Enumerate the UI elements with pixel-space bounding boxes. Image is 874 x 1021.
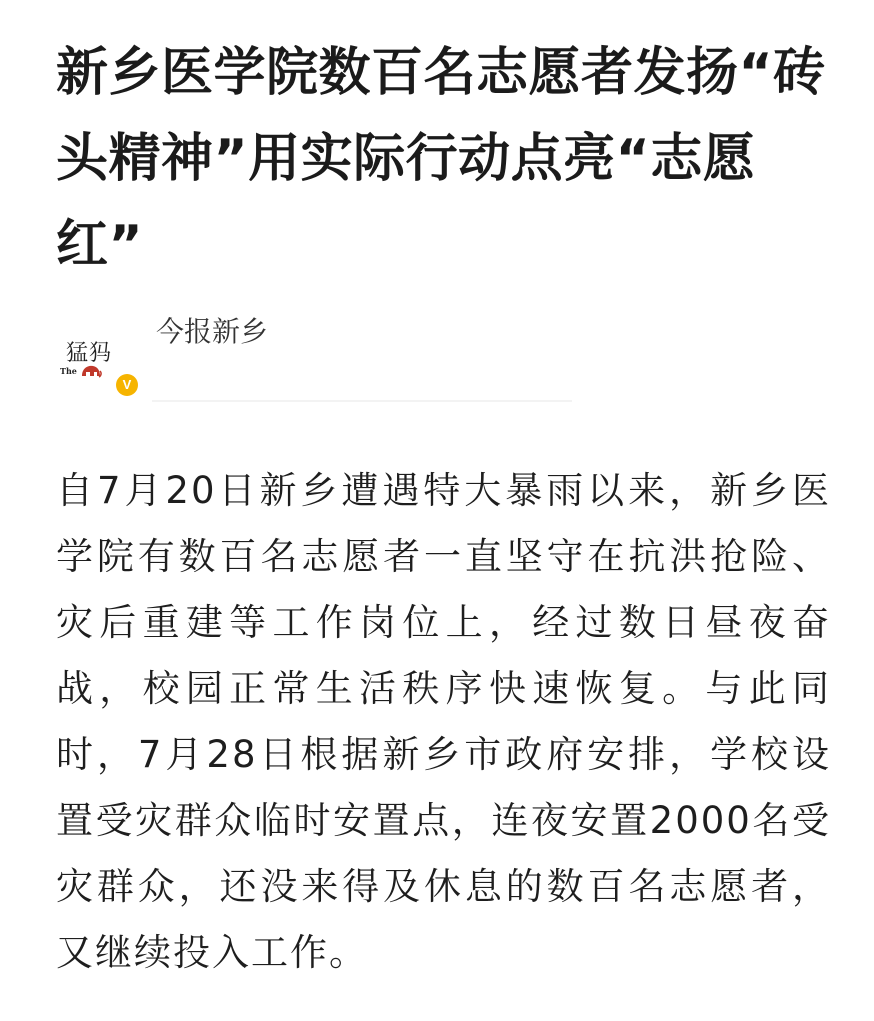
mammoth-logo-icon: [80, 364, 102, 378]
author-name[interactable]: 今报新乡: [156, 315, 269, 348]
article-body-paragraph: 自7月20日新乡遭遇特大暴雨以来，新乡医学院有数百名志愿者一直坚守在抗洪抢险、灾后重建等工作岗位上，经过数日昼夜奋战，校园正常生活秩序快速恢复。与此同时，7月28日根据新乡市政府安排，学校设置受灾群众临时安置点，连夜安置2000名受灾群众，还没来得及休息的数百名志愿者，又继续投入工作。: [56, 469, 831, 974]
avatar-logo-text: 猛犸: [66, 341, 113, 366]
divider: [152, 400, 572, 402]
avatar-logo-subtext: The: [60, 366, 77, 376]
author-block[interactable]: [56, 308, 656, 408]
verified-v-badge-icon: V: [116, 374, 138, 396]
article-title: 新乡医学院数百名志愿者发扬“砖头精神”用实际行动点亮“志愿红”: [56, 43, 826, 275]
avatar[interactable]: [56, 328, 140, 400]
